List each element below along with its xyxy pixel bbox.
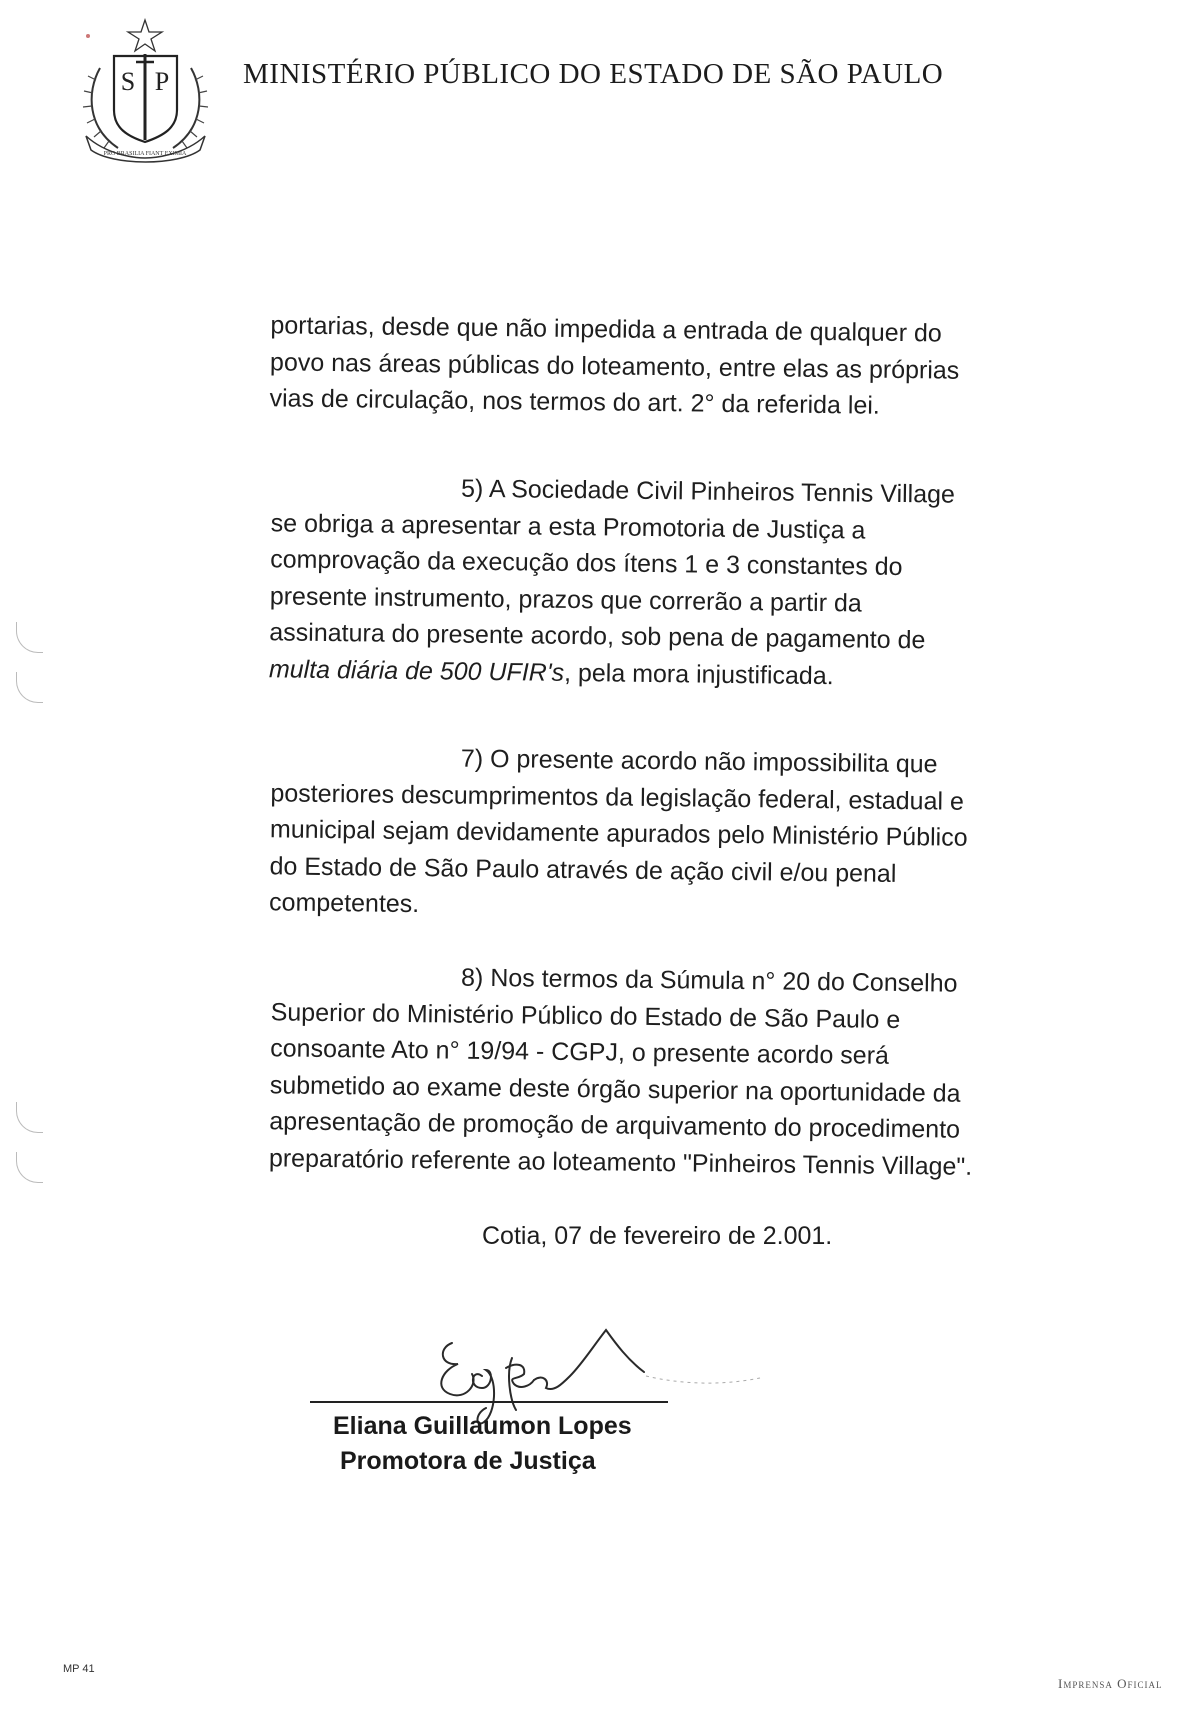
- text-line: competentes.: [268, 888, 420, 919]
- form-code: MP 41: [63, 1663, 95, 1675]
- seal-motto-text: PRO BRASILIA FIANT EXIMIA: [103, 151, 187, 157]
- seal-initial-s: S: [120, 67, 136, 96]
- text-line: do Estado de São Paulo através de ação civil e/ou penal: [269, 851, 897, 888]
- printer-imprint: Imprensa Oficial: [1058, 1676, 1163, 1691]
- text-fragment: , pela mora injustificada.: [563, 658, 834, 690]
- scan-mark: [16, 1102, 43, 1133]
- text-line: povo nas áreas públicas do loteamento, entre elas as próprias: [269, 347, 960, 385]
- date-line: Cotia, 07 de fevereiro de 2.001.: [482, 1222, 833, 1250]
- text-line: portarias, desde que não impedida a entrada de qualquer do: [270, 311, 942, 348]
- daily-fine-text: multa diária de 500 UFIR's: [268, 654, 565, 687]
- signer-name: Eliana Guillaumon Lopes: [333, 1412, 632, 1440]
- text-line: preparatório referente ao loteamento "Pinheiros Tennis Village".: [268, 1143, 973, 1181]
- clause-7: [269, 738, 1041, 930]
- clause-8: [269, 957, 1042, 1185]
- text-line: submetido ao exame deste órgão superior na oportunidade da: [269, 1070, 961, 1108]
- signature-line: [310, 1401, 668, 1403]
- text-line: 8) Nos termos da Súmula n° 20 do Conselho: [460, 963, 958, 998]
- text-line: 5) A Sociedade Civil Pinheiros Tennis Village: [460, 474, 956, 509]
- text-line: municipal sejam devidamente apurados pelo Ministério Público: [269, 815, 968, 852]
- text-line: consoante Ato n° 19/94 - CGPJ, o presente acordo será: [270, 1034, 890, 1070]
- text-line: comprovação da execução dos ítens 1 e 3 constantes do: [270, 545, 903, 582]
- scan-mark: [16, 1152, 43, 1183]
- scan-mark: [16, 672, 43, 703]
- text-line: posteriores descumprimentos da legislação federal, estadual e: [270, 778, 965, 816]
- text-line: Superior do Ministério Público do Estado de São Paulo e: [270, 997, 901, 1034]
- scan-mark: [16, 622, 43, 653]
- text-line: se obriga a apresentar a esta Promotoria de Justiça a: [270, 508, 866, 545]
- institution-title: MINISTÉRIO PÚBLICO DO ESTADO DE SÃO PAULO: [243, 58, 944, 90]
- sao-paulo-coat-of-arms-logo: [78, 18, 213, 168]
- seal-initial-p: P: [154, 67, 170, 96]
- scan-dot: [86, 34, 90, 38]
- text-line: apresentação de promoção de arquivamento do procedimento: [269, 1107, 961, 1144]
- text-line: 7) O presente acordo não impossibilita que: [460, 744, 938, 779]
- text-line: presente instrumento, prazos que correrão a partir da: [269, 581, 862, 618]
- signer-role: Promotora de Justiça: [340, 1447, 596, 1475]
- clause-5: [269, 468, 1042, 696]
- text-line: assinatura do presente acordo, sob pena de pagamento de: [269, 618, 926, 655]
- paragraph-continuation: [269, 307, 1040, 426]
- text-line: vias de circulação, nos termos do art. 2° da referida lei.: [269, 384, 881, 420]
